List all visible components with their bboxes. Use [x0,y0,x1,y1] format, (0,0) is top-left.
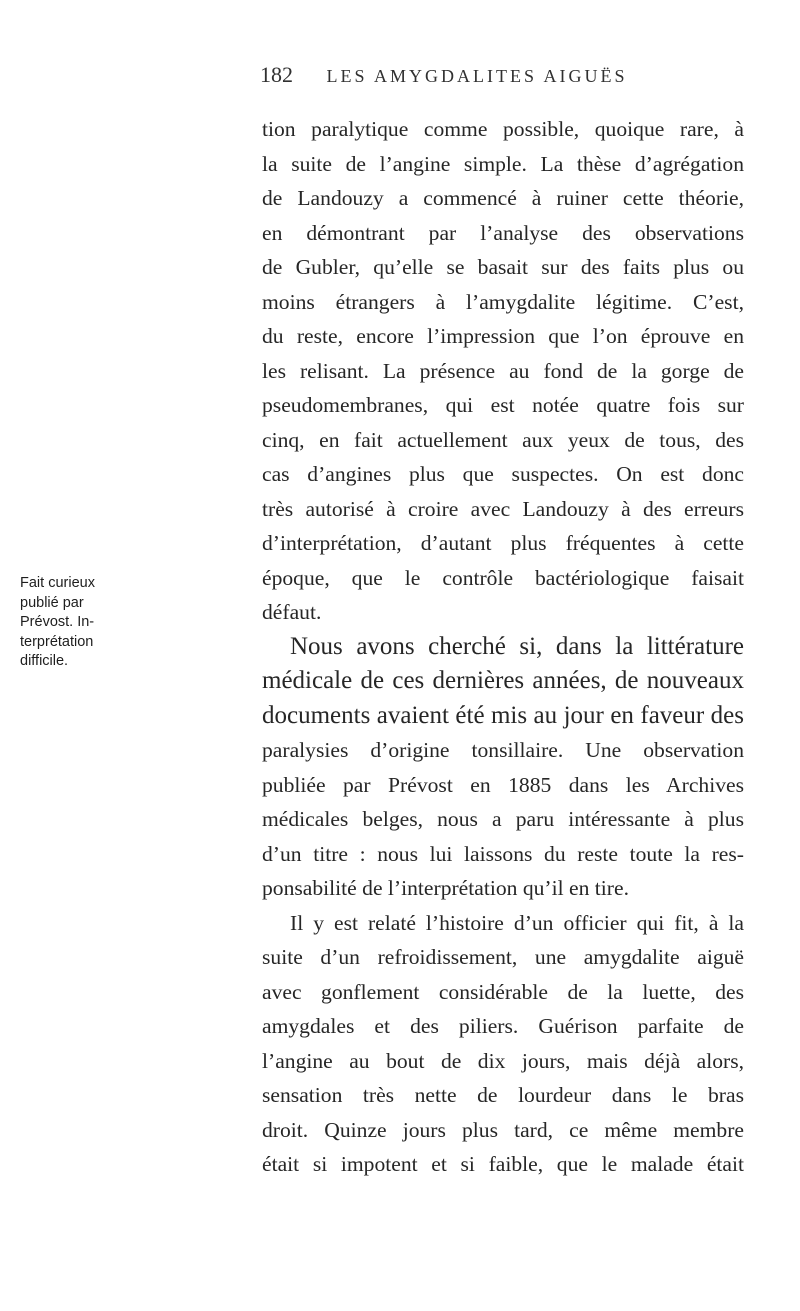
text-line: pseudomembranes, qui est notée quatre fois sur [262,393,744,417]
text-line: époque, que le contrôle bactériologique faisait [262,565,744,590]
text-line: médicales belges, nous a paru intéressante à plus [262,807,744,831]
text-line: sensation très nette de lourdeur dans le bras [262,1083,744,1107]
body-text [262,112,744,1182]
margin-note-line: terprétation [20,633,94,650]
margin-note [20,574,220,672]
text-line: médicale de ces dernières années, de nouveaux [262,667,744,694]
text-line: défaut. [262,600,322,624]
text-line: l’angine au bout de dix jours, mais déjà alors, [262,1048,744,1073]
text-line: de Gubler, qu’elle se basait sur des faits plus ou [262,255,744,279]
paragraph-start-line: Nous avons cherché si, dans la littérature [290,632,744,660]
text-line: documents avaient été mis au jour en faveur des [262,701,744,729]
running-title: LES AMYGDALITES AIGUËS [326,66,628,86]
margin-note-line: publié par [20,594,84,611]
text-line: paralysies d’origine tonsillaire. Une observation [262,738,744,762]
text-line: suite d’un refroidissement, une amygdalite aiguë [262,945,744,969]
running-header [260,62,628,88]
text-line: du reste, encore l’impression que l’on éprouve en [262,324,744,348]
text-line: publiée par Prévost en 1885 dans les Archives [262,772,744,797]
margin-note-line: Prévost. In- [20,614,95,630]
text-line: de Landouzy a commencé à ruiner cette théorie, [262,186,744,210]
text-line: les relisant. La présence au fond de la gorge de [262,358,744,383]
margin-note-line: Fait curieux [20,575,95,591]
text-line: la suite de l’angine simple. La thèse d’agrégation [262,151,744,176]
text-line: droit. Quinze jours plus tard, ce même membre [262,1117,744,1142]
text-line: moins étrangers à l’amygdalite légitime. C’est, [262,289,744,314]
page-number: 182 [260,62,293,87]
text-line: cinq, en fait actuellement aux yeux de tous, des [262,427,744,452]
text-line: cas d’angines plus que suspectes. On est donc [262,462,744,486]
text-line: d’interprétation, d’autant plus fréquentes à cette [262,531,744,555]
text-line: ponsabilité de l’interprétation qu’il en tire. [262,876,629,900]
text-line: d’un titre : nous lui laissons du reste toute la res- [262,841,744,866]
text-line: très autorisé à croire avec Landouzy à des erreurs [262,496,744,521]
text-line: tion paralytique comme possible, quoique rare, à [262,117,744,141]
paragraph-start-line: Il y est relaté l’histoire d’un officier qui fit, à la [290,910,744,935]
text-line: était si impotent et si faible, que le malade était [262,1152,744,1176]
text-line: avec gonflement considérable de la luette, des [262,979,744,1004]
margin-note-line: difficile. [20,653,69,669]
text-line: amygdales et des piliers. Guérison parfaite de [262,1014,744,1038]
text-line: en démontrant par l’analyse des observations [262,220,744,245]
